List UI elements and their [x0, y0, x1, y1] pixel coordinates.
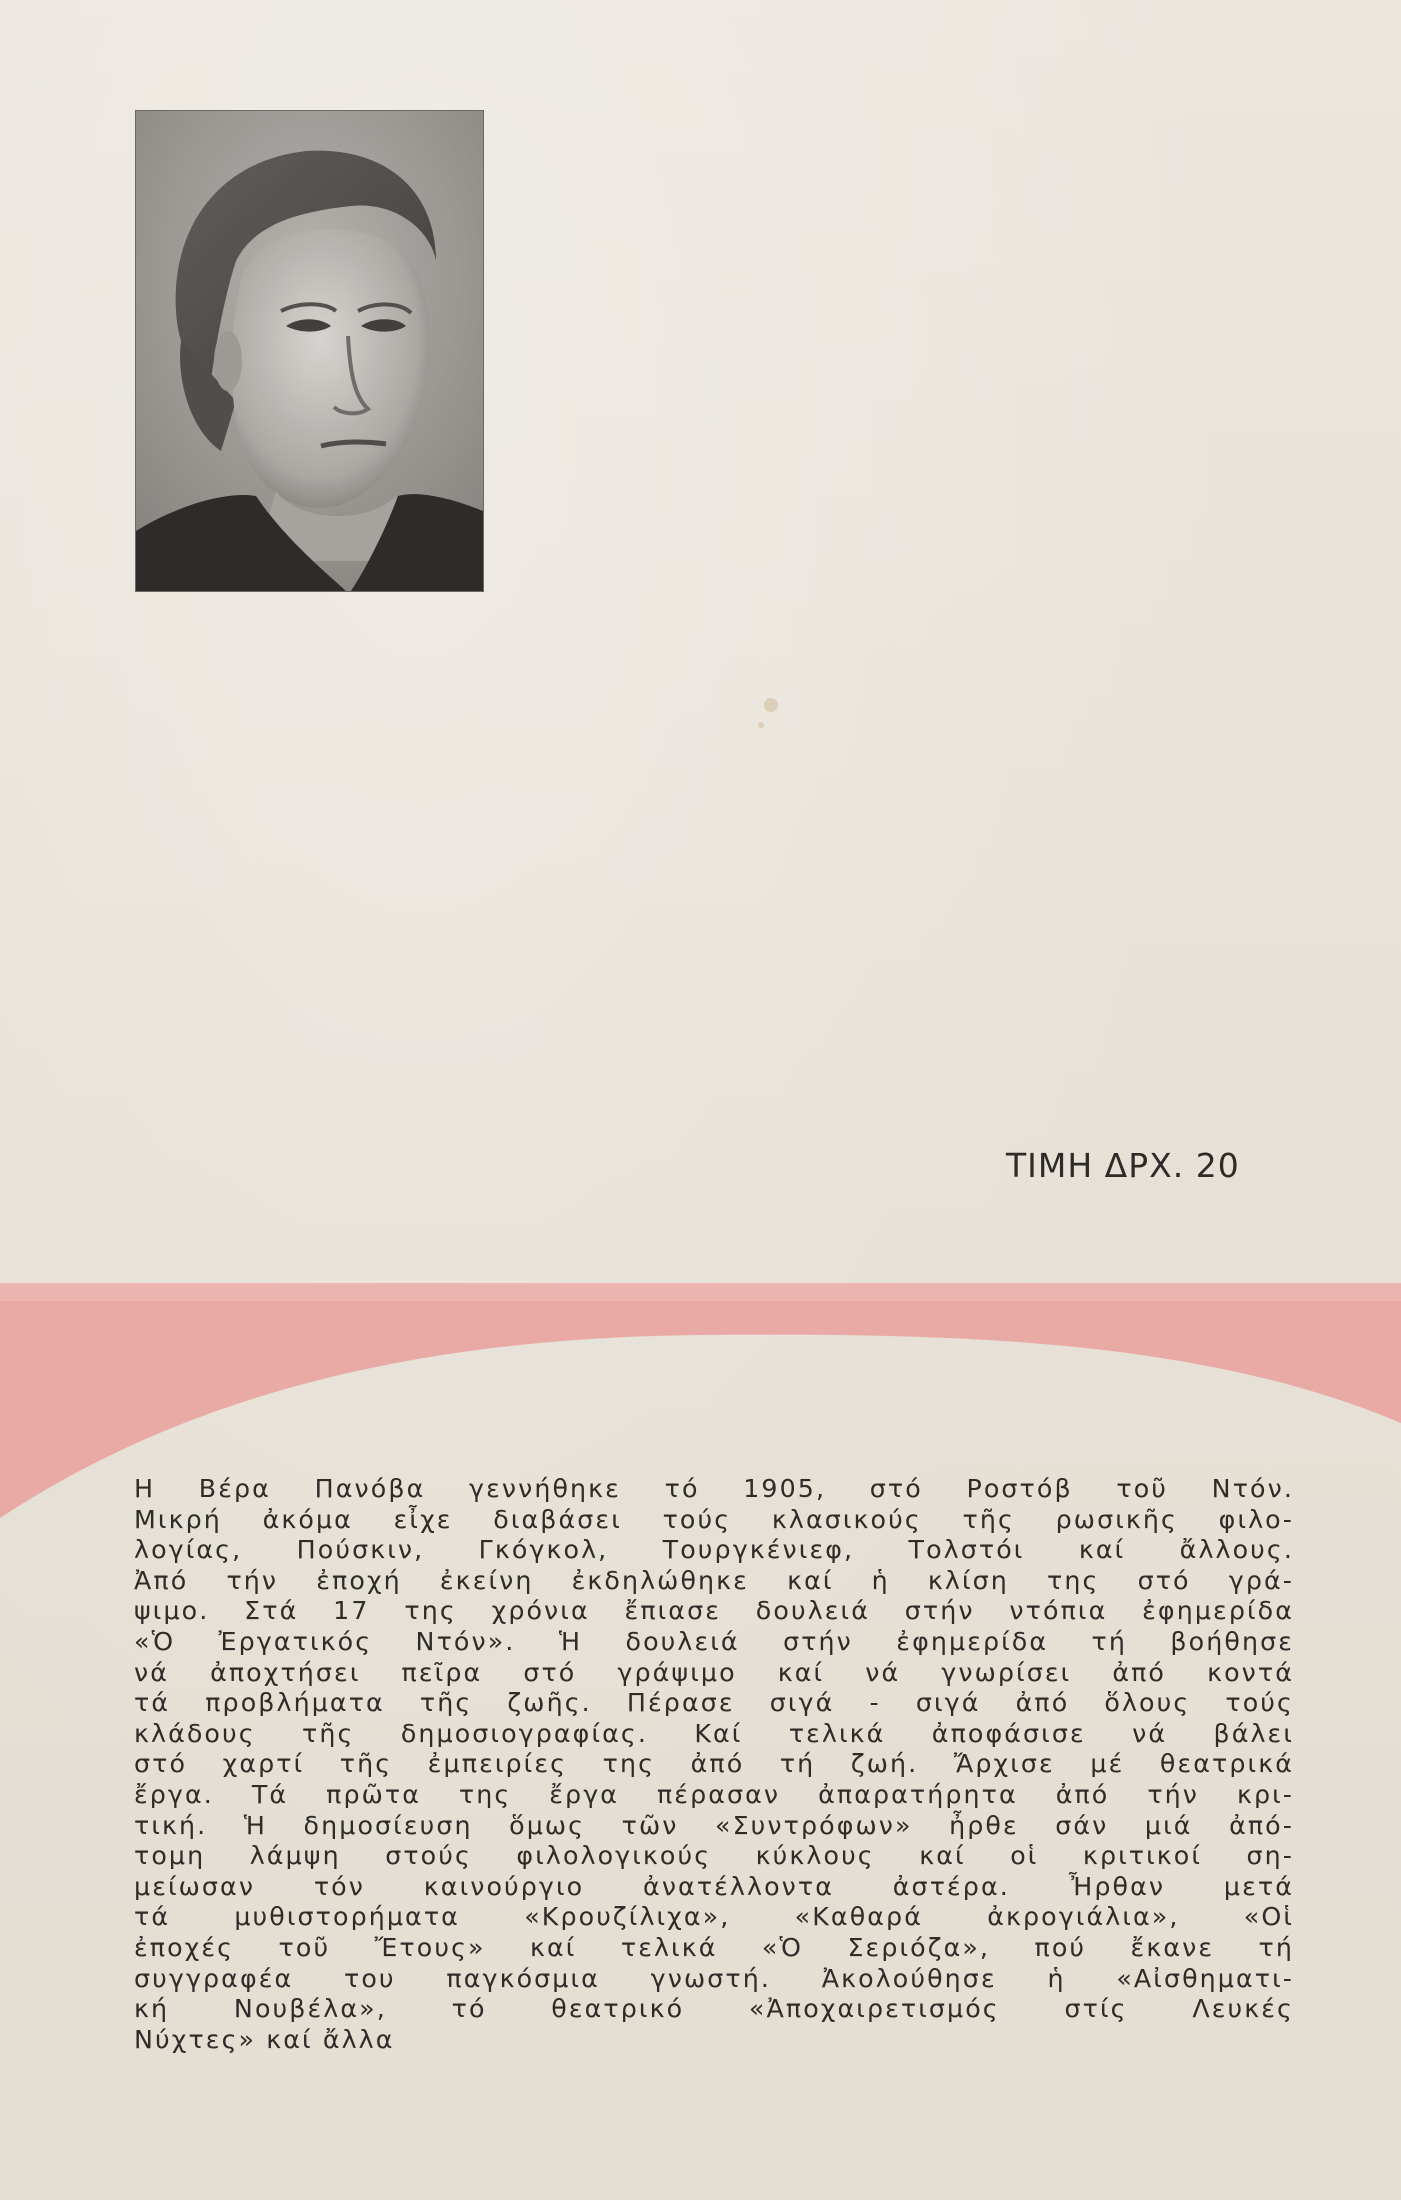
bio-line: στό χαρτί τῆς ἐμπειρίες της ἀπό τή ζωή. Ἄρχισε μέ θεατρικά — [134, 1749, 1294, 1779]
bio-line: Ἀπό τήν ἐποχή ἐκείνη ἐκδηλώθηκε καί ἡ κλίση της στό γρά- — [134, 1565, 1294, 1595]
bio-line: «Ὁ Ἐργατικός Ντόν». Ἡ δουλειά στήν ἐφημερίδα τή βοήθησε — [134, 1626, 1294, 1656]
bio-line: κή Νουβέλα», τό θεατρικό «Ἀποχαιρετισμός στίς Λευκές — [134, 1994, 1294, 2024]
bio-line: ἐποχές τοῦ Ἔτους» καί τελικά «Ὁ Σεριόζα», πού ἔκανε τή — [134, 1932, 1294, 1962]
price-label: ΤΙΜΗ ΔΡΧ. 20 — [1006, 1146, 1240, 1185]
bio-line: ἔργα. Τά πρῶτα της ἔργα πέρασαν ἀπαρατήρητα ἀπό τήν κρι- — [134, 1779, 1294, 1809]
bio-line: λογίας, Πούσκιν, Γκόγκολ, Τουργκένιεφ, Τολστόι καί ἄλλους. — [134, 1535, 1294, 1565]
bio-line: νά ἀποχτήσει πεῖρα στό γράψιμο καί νά γνωρίσει ἀπό κοντά — [134, 1657, 1294, 1687]
bio-line: τά προβλήματα τῆς ζωῆς. Πέρασε σιγά - σιγά ἀπό ὅλους τούς — [134, 1688, 1294, 1718]
bio-line: κλάδους τῆς δημοσιογραφίας. Καί τελικά ἀποφάσισε νά βάλει — [134, 1718, 1294, 1748]
author-portrait-photo — [136, 111, 483, 591]
bio-line: τά μυθιστορήματα «Κρουζίλιχα», «Καθαρά ἀκρογιάλια», «Οἱ — [134, 1902, 1294, 1932]
bio-line: Μικρή ἀκόμα εἶχε διαβάσει τούς κλασικούς τῆς ρωσικῆς φιλο- — [134, 1504, 1294, 1534]
bio-line: Νύχτες» καί ἄλλα — [134, 2024, 395, 2054]
paper-stain — [764, 698, 778, 712]
bio-line: τομη λάμψη στούς φιλολογικούς κύκλους καί οἱ κριτικοί ση- — [134, 1841, 1294, 1871]
paper-stain — [758, 722, 764, 728]
bio-line: Η Βέρα Πανόβα γεννήθηκε τό 1905, στό Ροστόβ τοῦ Ντόν. — [134, 1474, 1294, 1503]
bio-line: συγγραφέα του παγκόσμια γνωστή. Ἀκολούθησε ἡ «Αἰσθηματι- — [134, 1963, 1294, 1993]
bio-line: τική. Ἡ δημοσίευση ὅμως τῶν «Συντρόφων» ἦρθε σάν μιά ἀπό- — [134, 1810, 1294, 1840]
bio-line: μείωσαν τόν καινούργιο ἀνατέλλοντα ἀστέρα. Ἦρθαν μετά — [134, 1871, 1294, 1901]
bio-line: ψιμο. Στά 17 της χρόνια ἔπιασε δουλειά στήν ντόπια ἐφημερίδα — [134, 1596, 1294, 1626]
author-biography — [134, 1474, 1294, 2134]
